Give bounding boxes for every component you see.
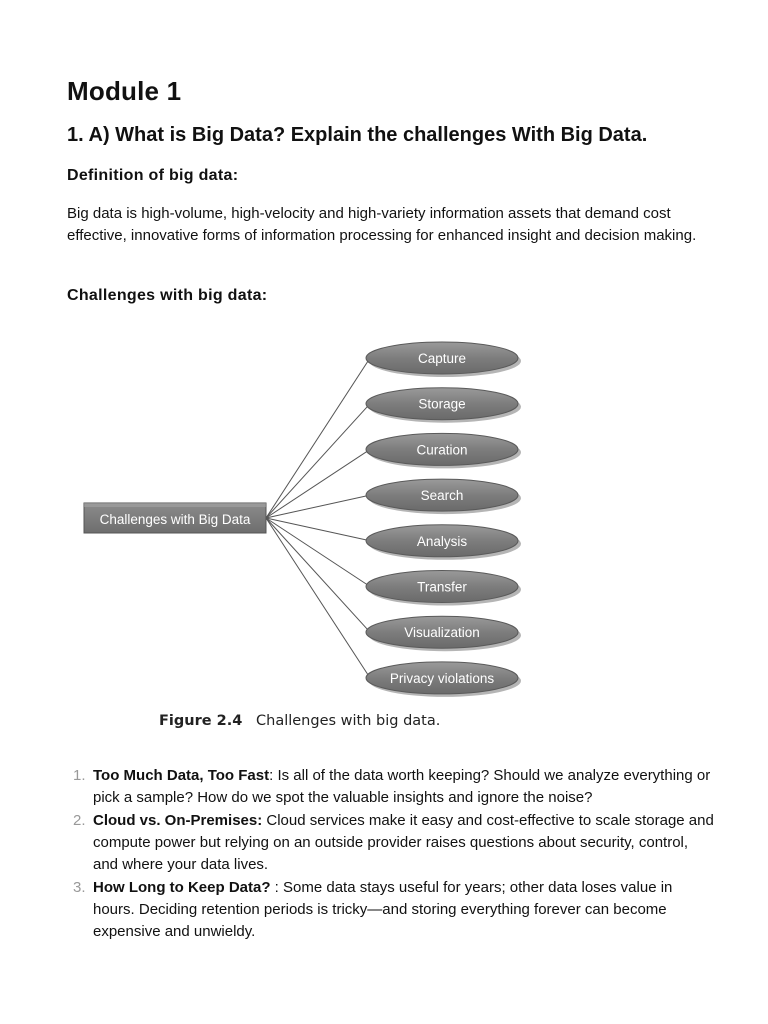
challenge-node-label: Capture [417, 351, 467, 366]
challenges-heading: Challenges with big data: [67, 287, 268, 304]
challenges-figure [67, 330, 547, 750]
module-title: Module 1 [67, 76, 182, 106]
challenge-node [366, 388, 521, 423]
challenge-node [366, 662, 521, 697]
connector-line [266, 449, 370, 518]
challenge-node [366, 479, 521, 514]
challenge-node-label: Curation [416, 442, 468, 458]
challenge-node [366, 433, 521, 468]
challenge-item [67, 810, 717, 876]
connector-line [266, 518, 370, 541]
connector-line [266, 518, 370, 632]
item-text: Cloud services make it easy and cost-effective to scale storage and compute power but relying on an outside provider raises questions about security, control, and where your data lives. [93, 812, 714, 873]
challenge-node [366, 342, 521, 377]
challenge-node-label: Analysis [416, 533, 468, 549]
challenge-node-label: Transfer [417, 579, 467, 595]
challenge-node [366, 616, 521, 651]
item-text: Some data stays useful for years; other data loses value in hours. Deciding retention periods is tricky—and storing everything forever can become expensive and unwieldy. [93, 879, 673, 940]
item-separator: : [270, 879, 279, 896]
challenge-item [67, 877, 717, 943]
connector-line [266, 495, 370, 518]
figure-caption [159, 713, 440, 729]
challenge-node [366, 571, 521, 606]
challenge-item [67, 765, 717, 809]
caption-text: Challenges with big data. [256, 713, 441, 729]
item-number: 1. [73, 767, 86, 784]
challenge-node-label: Storage [418, 396, 466, 412]
definition-heading: Definition of big data: [67, 167, 239, 184]
root-label: Challenges with Big Data [99, 512, 251, 527]
root-node [84, 503, 266, 533]
item-title: Too Much Data, Too Fast [93, 767, 270, 784]
connector-line [266, 518, 370, 587]
challenge-node-label: Visualization [404, 625, 480, 641]
challenge-node-label: Privacy violations [389, 670, 495, 686]
item-title: How Long to Keep Data? [93, 879, 271, 896]
item-text: Is all of the data worth keeping? Should we analyze everything or pick a sample? How do we spot the valuable insights and ignore the noise? [93, 767, 711, 806]
item-number: 3. [73, 879, 86, 896]
challenges-list [67, 765, 717, 944]
connector-line [266, 358, 370, 518]
connector-line [266, 518, 370, 678]
challenge-node [366, 525, 521, 560]
caption-label: Figure 2.4 [159, 713, 243, 729]
item-number: 2. [73, 812, 86, 829]
challenge-node-label: Search [420, 488, 464, 504]
item-separator: : [269, 767, 274, 784]
question-heading: 1. A) What is Big Data? Explain the challenges With Big Data. [67, 124, 648, 146]
definition-text: Big data is high-volume, high-velocity and high-variety information assets that demand cost effective, innovative forms of information processing for enhanced insight and decision making. [67, 205, 697, 244]
challenges-diagram [67, 330, 547, 750]
item-title: Cloud vs. On-Premises: [93, 812, 263, 829]
connector-line [266, 404, 370, 518]
